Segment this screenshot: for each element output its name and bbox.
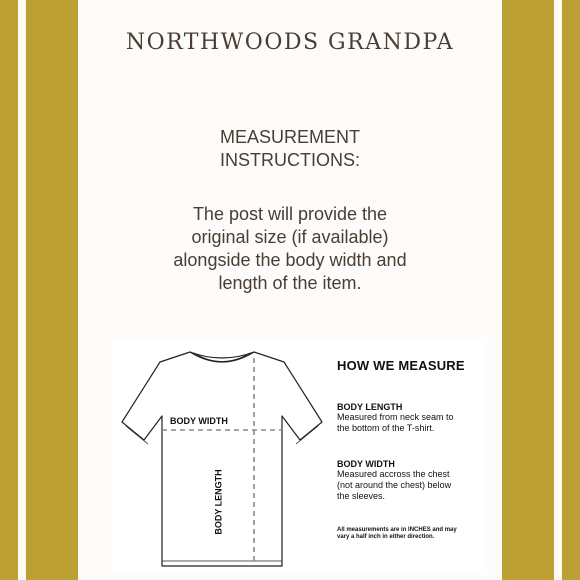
right-inner-stripe [502,0,554,580]
body-width-description: Measured accross the chest (not around the chest) below the sleeves. [337,469,452,501]
shirt-length-label: BODY LENGTH [213,469,224,535]
instructions-line: The post will provide the [192,204,388,224]
right-outer-stripe [562,0,580,580]
instructions-line: original size (if available) [191,227,389,247]
body-length-description: Measured from neck seam to the bottom of the T-shirt. [337,412,454,433]
measurement-heading [78,126,502,172]
left-inner-stripe [26,0,78,580]
measurement-note: All measurements are in INCHES and may vary a half inch in either direction. [337,527,457,540]
brand-title: NORTHWOODS GRANDPA [125,30,455,55]
heading-line: INSTRUCTIONS: [219,150,360,170]
chart-title: HOW WE MEASURE [337,358,465,373]
left-outer-stripe [0,0,18,580]
instructions-line: length of the item. [218,273,362,293]
instructions-text [78,203,502,295]
instructions-line: alongside the body width and [173,250,407,270]
shirt-width-label: BODY WIDTH [170,416,228,426]
body-length-title: BODY LENGTH [337,402,403,412]
heading-line: MEASUREMENT [219,127,360,147]
body-width-title: BODY WIDTH [337,459,395,469]
measurement-chart [112,340,484,572]
